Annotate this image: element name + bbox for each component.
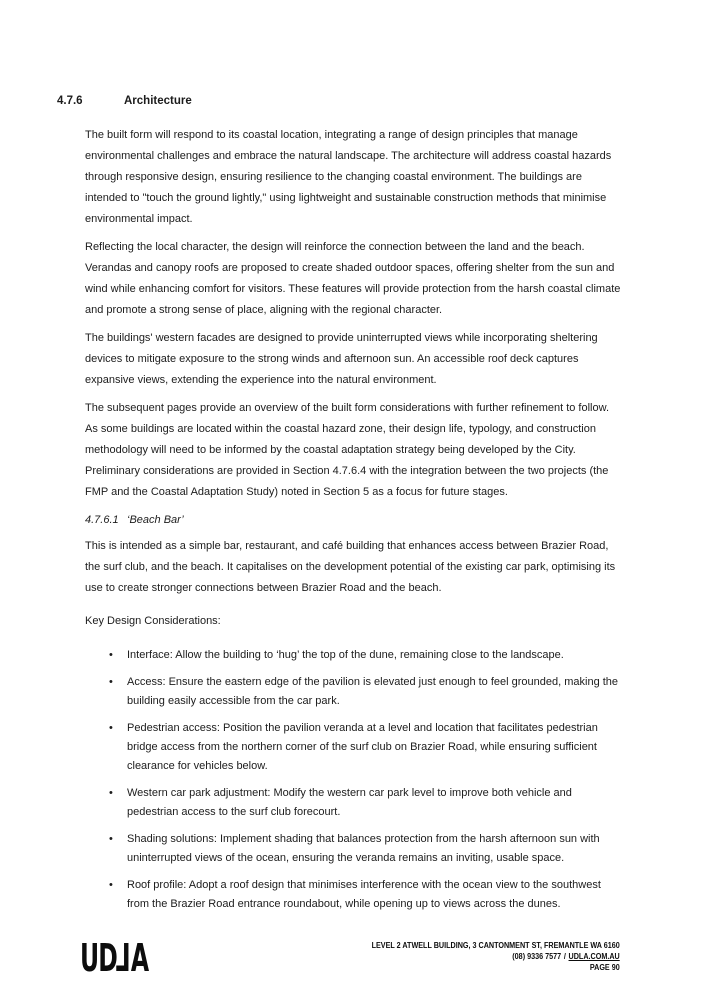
bullet-item: • Pedestrian access: Position the pavilion veranda at a level and location that facilitates pedestrian bridge access from the northern corner of the surf club on Brazier Road, while ensuring sufficient clearance for vehicles below. (85, 719, 621, 776)
bullet-item: • Roof profile: Adopt a roof design that minimises interference with the ocean view to the southwest from the Brazier Road entrance roundabout, while opening up to views across the dunes. (85, 876, 621, 914)
paragraph: Reflecting the local character, the design will reinforce the connection between the land and the beach. Verandas and canopy roofs are proposed to create shaded outdoor spaces, offering shelter from the sun and wind while enhancing comfort for visitors. These features will provide protection from the harsh coastal climate and promote a strong sense of place, aligning with the regional character. (85, 241, 621, 316)
footer-address: LEVEL 2 ATWELL BUILDING, 3 CANTONMENT ST, FREMANTLE WA 6160 (371, 941, 620, 950)
footer-contact-block (372, 940, 620, 973)
footer-phone-line (372, 951, 620, 962)
paragraph: The buildings' western facades are designed to provide uninterrupted views while incorporating sheltering devices to mitigate exposure to the strong winds and afternoon sun. An accessible roof deck captures expansive views, extending the experience into the natural environment. (85, 332, 598, 386)
subsection-number: 4.7.6.1 (85, 514, 119, 526)
footer-separator: / (564, 952, 567, 961)
key-design-considerations-label: Key Design Considerations: (85, 615, 221, 627)
bullet-item: • Access: Ensure the eastern edge of the pavilion is elevated just enough to feel grounded, making the building easily accessible from the car park. (85, 673, 621, 711)
bullet-list (85, 646, 621, 914)
page-content (57, 94, 621, 922)
bullet-item: • Interface: Allow the building to ‘hug’ the top of the dune, remaining close to the landscape. (85, 646, 621, 665)
section-title: Architecture (124, 95, 192, 107)
logo-text-ud: UD (80, 936, 117, 980)
paragraph: The built form will respond to its coastal location, integrating a range of design principles that manage environmental challenges and embrace the natural landscape. The architecture will address coastal hazards through responsive design, ensuring resilience to the changing coastal environment. The buildings are intended to "touch the ground lightly," using lightweight and sustainable construction methods that minimise environmental impact. (85, 129, 612, 225)
logo-text-a: A (130, 936, 149, 980)
footer-website-link[interactable]: UDLA.COM.AU (568, 952, 620, 961)
logo-text-l: L (116, 936, 131, 980)
section-number: 4.7.6 (57, 95, 83, 107)
bullet-item: • Shading solutions: Implement shading that balances protection from the harsh afternoon sun with uninterrupted views of the ocean, ensuring the veranda remains an inviting, usable space. (85, 830, 621, 868)
bullet-item: • Western car park adjustment: Modify the western car park level to improve both vehicle and pedestrian access to the surf club forecourt. (85, 784, 621, 822)
footer-phone: (08) 9336 7577 (512, 952, 562, 961)
udla-logo (80, 936, 149, 980)
subsection-title: ‘Beach Bar’ (127, 514, 184, 526)
section-heading (57, 94, 621, 108)
footer-page-number: PAGE 90 (590, 963, 620, 972)
subsection-intro-paragraph: This is intended as a simple bar, restaurant, and café building that enhances access between Brazier Road, the surf club, and the beach. It capitalises on the development potential of the existing car park, optimising its use to create stronger connections between Brazier Road and the beach. (85, 540, 616, 594)
paragraph: The subsequent pages provide an overview of the built form considerations with further refinement to follow. As some buildings are located within the coastal hazard zone, their design life, typology, and construction methodology will need to be informed by the coastal adaptation strategy being developed by the City. Preliminary considerations are provided in Section 4.7.6.4 with the integration between the two projects (the FMP and the Coastal Adaptation Study) noted in Section 5 as a focus for future stages. (85, 402, 610, 498)
subsection-heading (85, 510, 621, 531)
